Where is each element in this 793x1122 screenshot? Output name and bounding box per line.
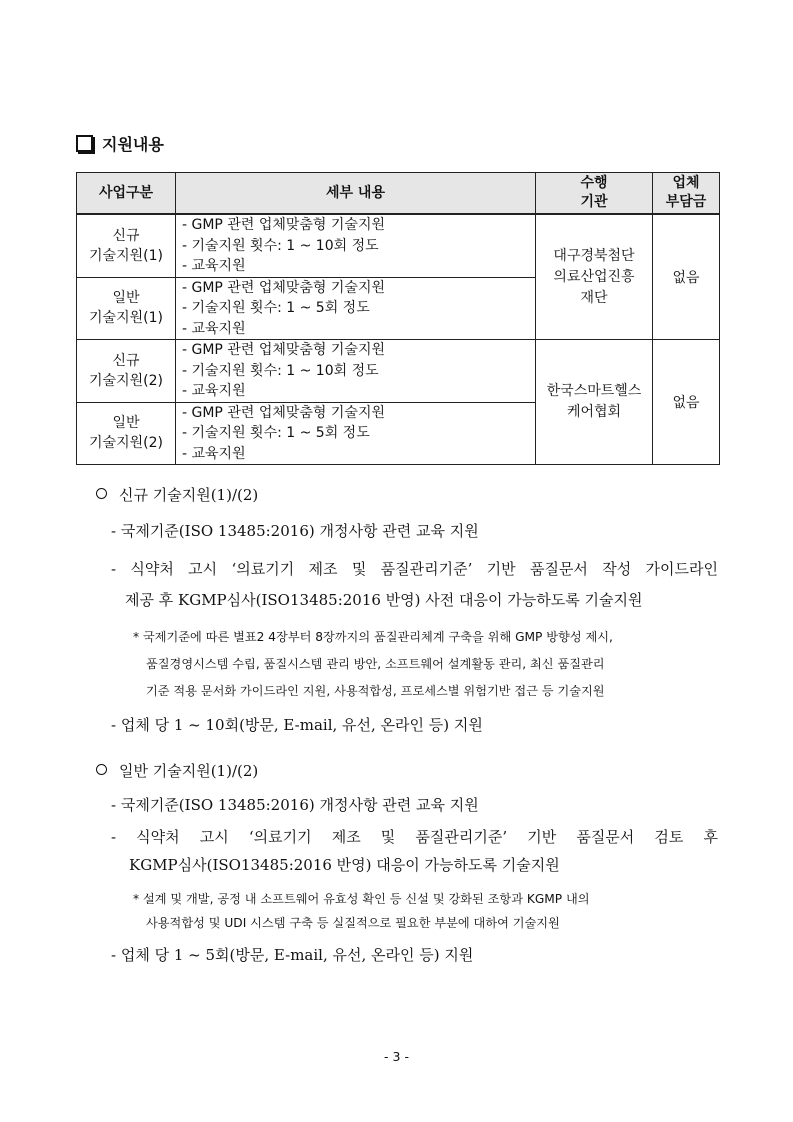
note-line: * 설계 및 개발, 공정 내 소프트웨어 유효성 확인 등 신설 및 강화된 조항과 KGMP 내의 [133,892,590,906]
detail-line: - 교육지원 [182,383,246,399]
detail-line: - 교육지원 [182,258,246,274]
list-item: - 업체 당 1 ~ 5회(방문, E-mail, 유선, 온라인 등) 지원 [111,946,474,964]
page-number: - 3 - [384,1049,409,1064]
support-table [76,172,720,465]
header-category: 사업구분 [77,173,176,215]
table-row [77,214,720,277]
row-details [176,214,536,277]
row-category: 신규 기술지원(2) [77,340,176,403]
row-fee: 없음 [653,340,720,465]
detail-line: - GMP 관련 업체맞춤형 기술지원 [182,342,385,358]
note-line: 기준 적용 문서화 가이드라인 지원, 사용적합성, 프로세스별 위험기반 접근 등 기술지원 [146,684,605,698]
list-item: - 업체 당 1 ~ 10회(방문, E-mail, 유선, 온라인 등) 지원 [111,716,483,734]
heading-text: 신규 기술지원(1)/(2) [119,486,259,504]
checkbox-square-icon [76,135,93,152]
note-line: 품질경영시스템 수립, 품질시스템 관리 방안, 소프트웨어 설계활동 관리, 최신 품질관리 [146,657,605,671]
row-category: 일반 기술지원(1) [77,277,176,340]
detail-line: - GMP 관련 업체맞춤형 기술지원 [182,279,385,296]
note-line: 사용적합성 및 UDI 시스템 구축 등 실질적으로 필요한 부분에 대하여 기술지원 [146,916,560,930]
detail-line: - 기술지원 횟수: 1 ~ 10회 정도 [182,362,379,379]
list-item: - 식약처 고시 ‘의료기기 제조 및 품질관리기준’ 기반 품질문서 검토 후 [111,828,718,846]
list-item: - 국제기준(ISO 13485:2016) 개정사항 관련 교육 지원 [111,522,479,540]
list-item-continuation: KGMP심사(ISO13485:2016 반영) 대응이 가능하도록 기술지원 [129,856,560,874]
row-details [176,402,536,465]
header-detail: 세부 내용 [176,173,536,215]
circle-bullet-icon [96,764,107,775]
row-details [176,277,536,340]
row-org: 대구경북첨단 의료산업진흥 재단 [536,214,653,340]
circle-bullet-icon [96,488,107,499]
table-header-row [77,173,720,215]
row-org: 한국스마트헬스 케어협회 [536,340,653,465]
heading-text: 일반 기술지원(1)/(2) [119,762,259,780]
row-category: 일반 기술지원(2) [77,402,176,465]
row-details [176,340,536,403]
new-support-heading [96,484,258,505]
note-line: * 국제기준에 따른 별표2 4장부터 8장까지의 품질관리체계 구축을 위해 GMP 방향성 제시, [133,630,613,644]
table-row [77,340,720,403]
detail-line: - GMP 관련 업체맞춤형 기술지원 [182,217,385,233]
detail-line: - 기술지원 횟수: 1 ~ 10회 정도 [182,237,379,254]
general-support-heading [96,760,258,781]
detail-line: - 기술지원 횟수: 1 ~ 5회 정도 [182,425,370,441]
section-title-text: 지원내용 [102,134,164,154]
list-item-continuation: 제공 후 KGMP심사(ISO13485:2016 반영) 사전 대응이 가능하도록 기술지원 [125,591,643,609]
header-org: 수행 기관 [536,173,653,215]
list-item: - 국제기준(ISO 13485:2016) 개정사항 관련 교육 지원 [111,796,479,814]
row-fee: 없음 [653,214,720,340]
header-fee: 업체 부담금 [653,173,720,215]
list-item: - 식약처 고시 ‘의료기기 제조 및 품질관리기준’ 기반 품질문서 작성 가이드라인 [111,560,718,578]
detail-line: - 교육지원 [182,320,246,337]
detail-line: - GMP 관련 업체맞춤형 기술지원 [182,404,385,421]
detail-line: - 기술지원 횟수: 1 ~ 5회 정도 [182,300,370,316]
section-title [76,131,164,155]
row-category: 신규 기술지원(1) [77,214,176,277]
detail-line: - 교육지원 [182,445,246,462]
